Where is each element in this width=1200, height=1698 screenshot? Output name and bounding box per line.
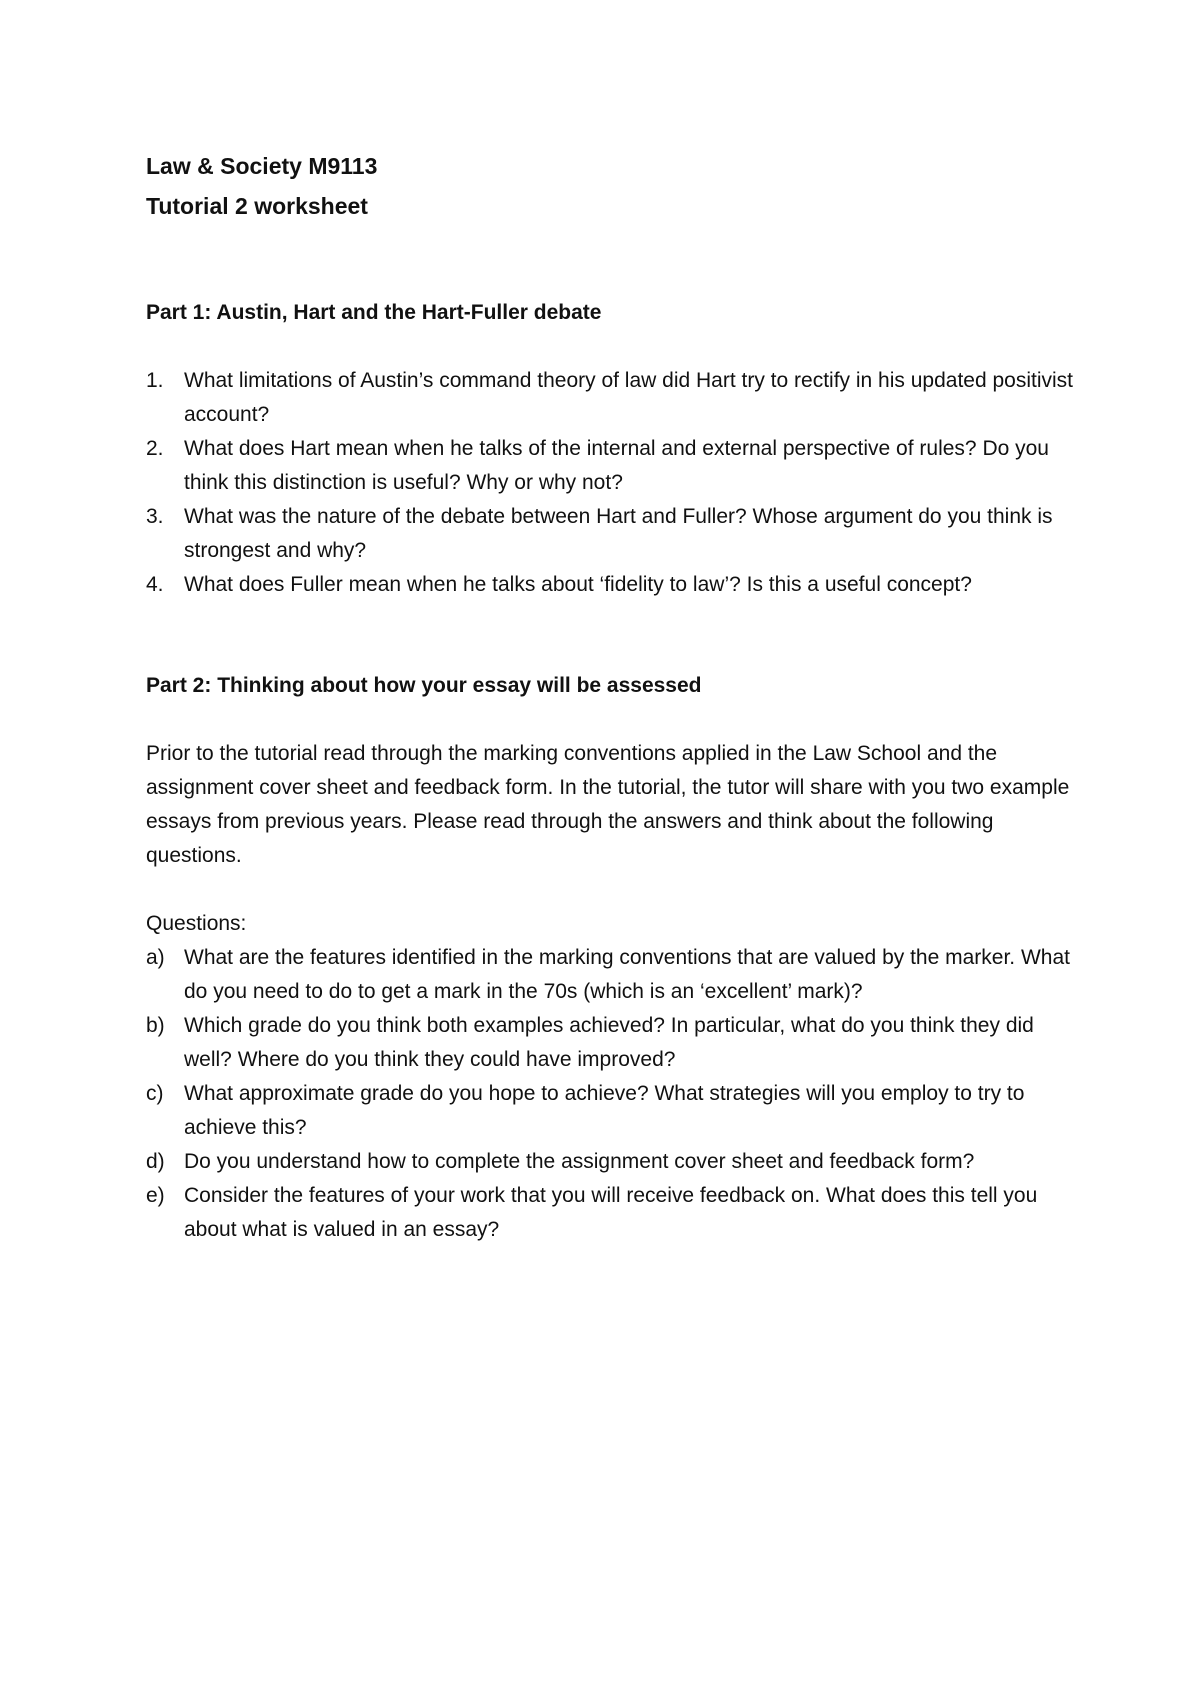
part1-heading: Part 1: Austin, Hart and the Hart-Fuller debate	[146, 301, 602, 324]
question-text: Which grade do you think both examples achieved? In particular, what do you think they did well? Where do you think they could have improved?	[184, 1014, 1034, 1071]
questions-label: Questions:	[146, 912, 247, 935]
question-text: Consider the features of your work that you will receive feedback on. What does this tell you about what is valued in an essay?	[184, 1184, 1038, 1241]
question-text: What are the features identified in the marking conventions that are valued by the marker. What do you need to do to get a mark in the 70s (which is an ‘excellent’ mark)?	[184, 946, 1070, 1003]
list-marker: e)	[146, 1184, 165, 1207]
list-marker: 1.	[146, 369, 164, 392]
list-marker: 3.	[146, 505, 164, 528]
list-marker: a)	[146, 946, 165, 969]
question-text: What limitations of Austin’s command theory of law did Hart try to rectify in his updated positivist account?	[184, 369, 1073, 426]
question-text: Do you understand how to complete the assignment cover sheet and feedback form?	[184, 1150, 975, 1173]
list-item	[146, 568, 1086, 602]
part2-intro-paragraph: Prior to the tutorial read through the marking conventions applied in the Law School and the assignment cover sheet and feedback form. In the tutorial, the tutor will share with you two example essays from previous years. Please read through the answers and think about the following questions.	[146, 742, 1070, 867]
question-text: What approximate grade do you hope to achieve? What strategies will you employ to try to achieve this?	[184, 1082, 1025, 1139]
list-item	[146, 364, 1086, 432]
list-item	[146, 432, 1086, 500]
question-text: What does Fuller mean when he talks about ‘fidelity to law’? Is this a useful concept?	[184, 573, 972, 596]
question-text: What does Hart mean when he talks of the internal and external perspective of rules? Do you think this distinction is useful? Why or why not?	[184, 437, 1049, 494]
list-marker: d)	[146, 1150, 165, 1173]
list-item	[146, 1077, 1086, 1145]
document-subtitle: Tutorial 2 worksheet	[146, 193, 368, 219]
document-content	[146, 146, 1086, 1247]
part2-heading: Part 2: Thinking about how your essay will be assessed	[146, 674, 702, 697]
list-marker: 2.	[146, 437, 164, 460]
list-item	[146, 500, 1086, 568]
part1-question-list	[146, 364, 1086, 602]
list-marker: b)	[146, 1014, 165, 1037]
list-item	[146, 941, 1086, 1009]
part2-question-list	[146, 941, 1086, 1247]
document-title: Law & Society M9113	[146, 153, 378, 179]
question-text: What was the nature of the debate between Hart and Fuller? Whose argument do you think is strongest and why?	[184, 505, 1053, 562]
list-item	[146, 1179, 1086, 1247]
list-marker: c)	[146, 1082, 164, 1105]
list-item	[146, 1145, 1086, 1179]
list-item	[146, 1009, 1086, 1077]
list-marker: 4.	[146, 573, 164, 596]
